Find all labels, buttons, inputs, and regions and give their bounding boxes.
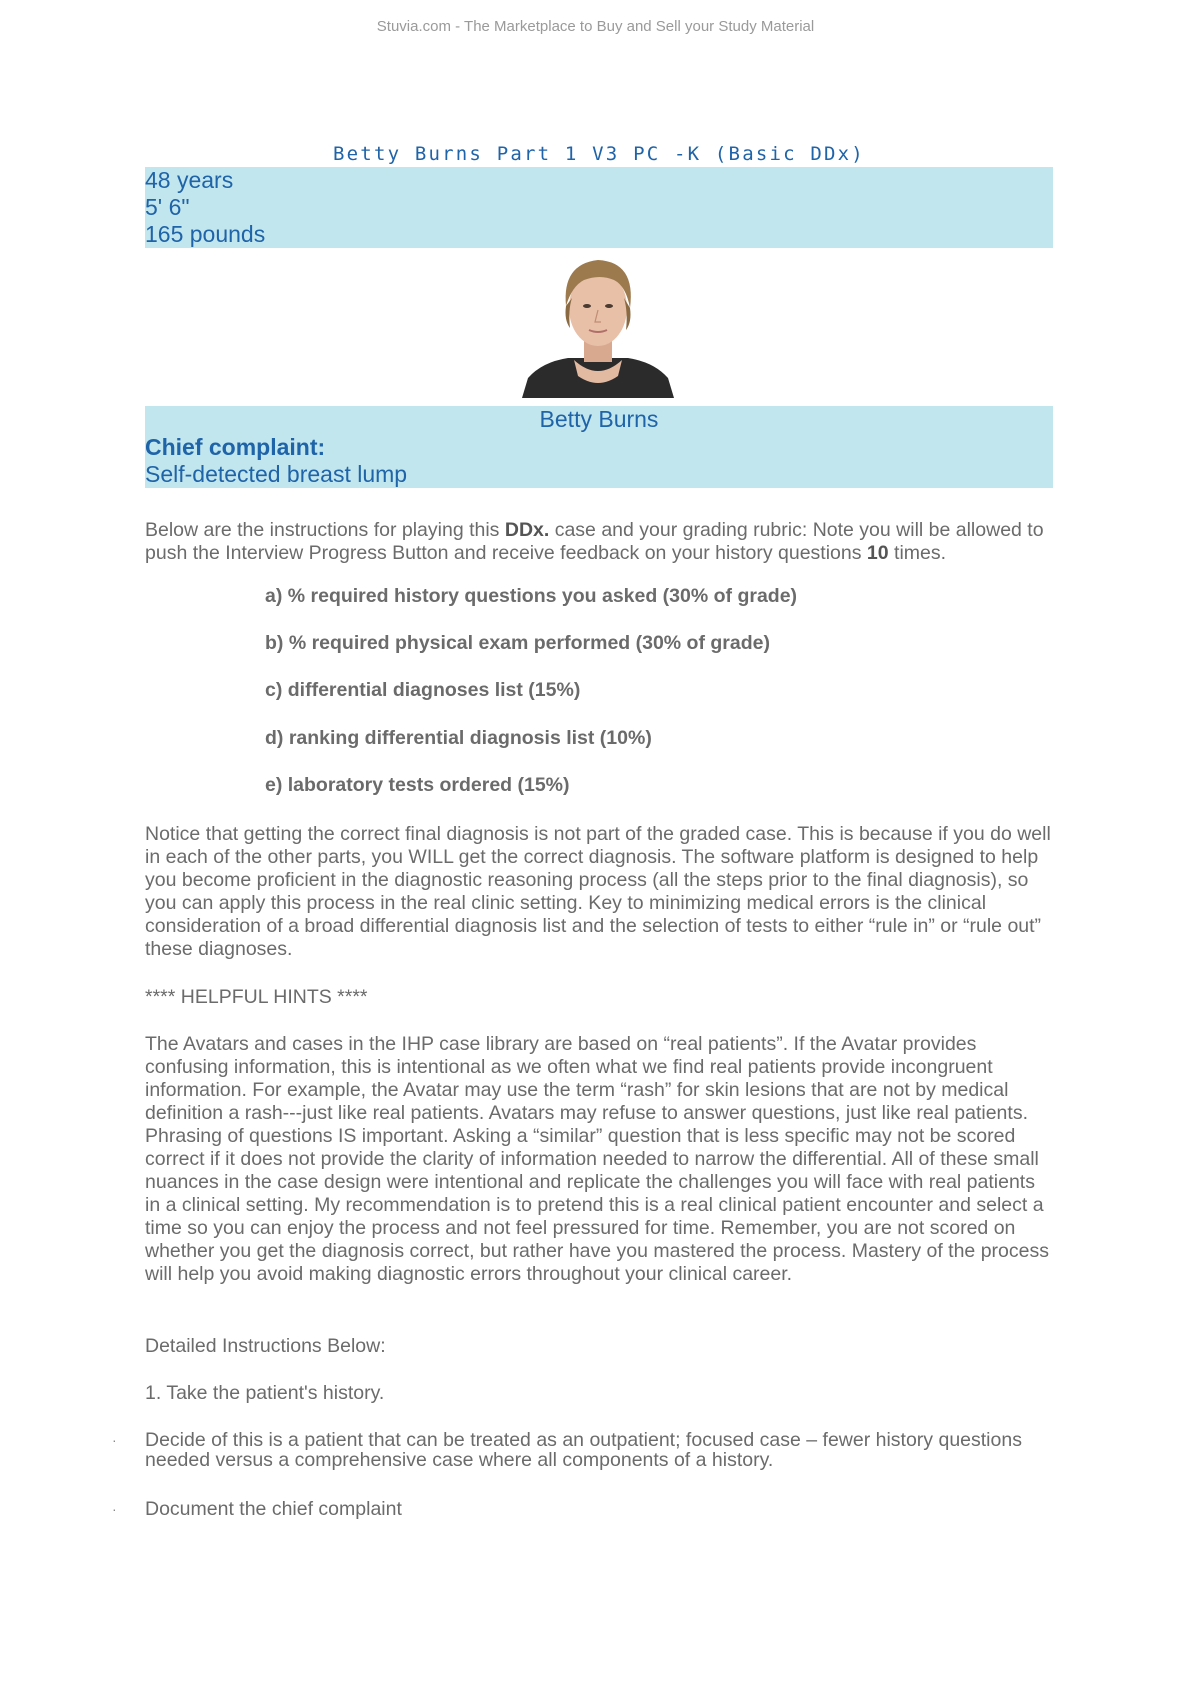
rubric-item-d: d) ranking differential diagnosis list (10%) [265, 727, 652, 749]
hints-paragraph: The Avatars and cases in the IHP case library are based on “real patients”. If the Avatar provides confusing information, this is intentional as we often what we find real patients provide incongruent information. For example, the Avatar may use the term “rash” for skin lesions that are not by medical definition a rash---just like real patients. Avatars may refuse to answer questions, just like real patients. Phrasing of questions IS important. Asking a “similar” question that is less specific may not be scored correct if it does not provide the clarity of information needed to narrow the differential. All of these small nuances in the case design were intentional and replicate the challenges you will face with real patients in a clinical setting. My recommendation is to pretend this is a real clinical patient encounter and select a time so you can enjoy the process and not feel pressured for time. Remember, you are not scored on whether you get the diagnosis correct, but rather have you mastered the process. Mastery of the process will help you avoid making diagnostic errors throughout your clinical career. [145, 1033, 1049, 1285]
patient-age: 48 years [145, 167, 234, 193]
patient-name: Betty Burns [539, 406, 659, 432]
intro-text-2: case and your grading rubric: Note you will be allowed to push the Interview Progress Button and receive feedback on your history questions [145, 519, 1044, 564]
bullet-item-text: Document the chief complaint [145, 1498, 402, 1520]
intro-ddx: DDx. [504, 519, 550, 541]
bullet-item-text: Decide of this is a patient that can be treated as an outpatient; focused case – fewer history questions needed versus a comprehensive case where all components of a history. [145, 1429, 1022, 1471]
patient-weight: 165 pounds [145, 221, 266, 247]
watermark: Stuvia.com - The Marketplace to Buy and Sell your Study Material [376, 18, 815, 35]
intro-text-1: Below are the instructions for playing this [145, 519, 505, 541]
chief-complaint-band [145, 406, 1053, 488]
bullet-icon: · [112, 1432, 117, 1448]
rubric-item-b: b) % required physical exam performed (30% of grade) [265, 632, 770, 654]
intro-paragraph [145, 519, 1053, 565]
patient-avatar [522, 250, 674, 398]
intro-times-count: 10 [866, 542, 889, 564]
chief-complaint-text: Self-detected breast lump [145, 461, 408, 487]
rubric-item-a: a) % required history questions you asked (30% of grade) [265, 585, 798, 607]
bullet-item-2 [112, 1498, 1053, 1521]
bullet-item-1 [112, 1429, 1053, 1471]
chief-complaint-label: Chief complaint: [145, 434, 326, 460]
patient-height: 5' 6" [145, 194, 190, 220]
avatar-portrait-image [522, 250, 674, 398]
rubric-item-c: c) differential diagnoses list (15%) [265, 679, 581, 701]
detailed-instructions-heading: Detailed Instructions Below: [145, 1335, 386, 1357]
rubric-item-e: e) laboratory tests ordered (15%) [265, 774, 570, 796]
patient-info-band [145, 167, 1053, 248]
hints-heading: **** HELPFUL HINTS **** [145, 986, 368, 1008]
notice-paragraph: Notice that getting the correct final diagnosis is not part of the graded case. This is because if you do well in each of the other parts, you WILL get the correct diagnosis. The software platform is designed to help you become proficient in the diagnostic reasoning process (all the steps prior to the final diagnosis), so you can apply this process in the real clinic setting. Key to minimizing medical errors is the clinical consideration of a broad differential diagnosis list and the selection of tests to either “rule in” or “rule out” these diagnoses. [145, 823, 1051, 960]
intro-text-3: times. [888, 542, 947, 564]
bullet-icon: · [112, 1501, 117, 1517]
step-1: 1. Take the patient's history. [145, 1382, 385, 1404]
case-title: Betty Burns Part 1 V3 PC -K (Basic DDx) [333, 143, 865, 165]
